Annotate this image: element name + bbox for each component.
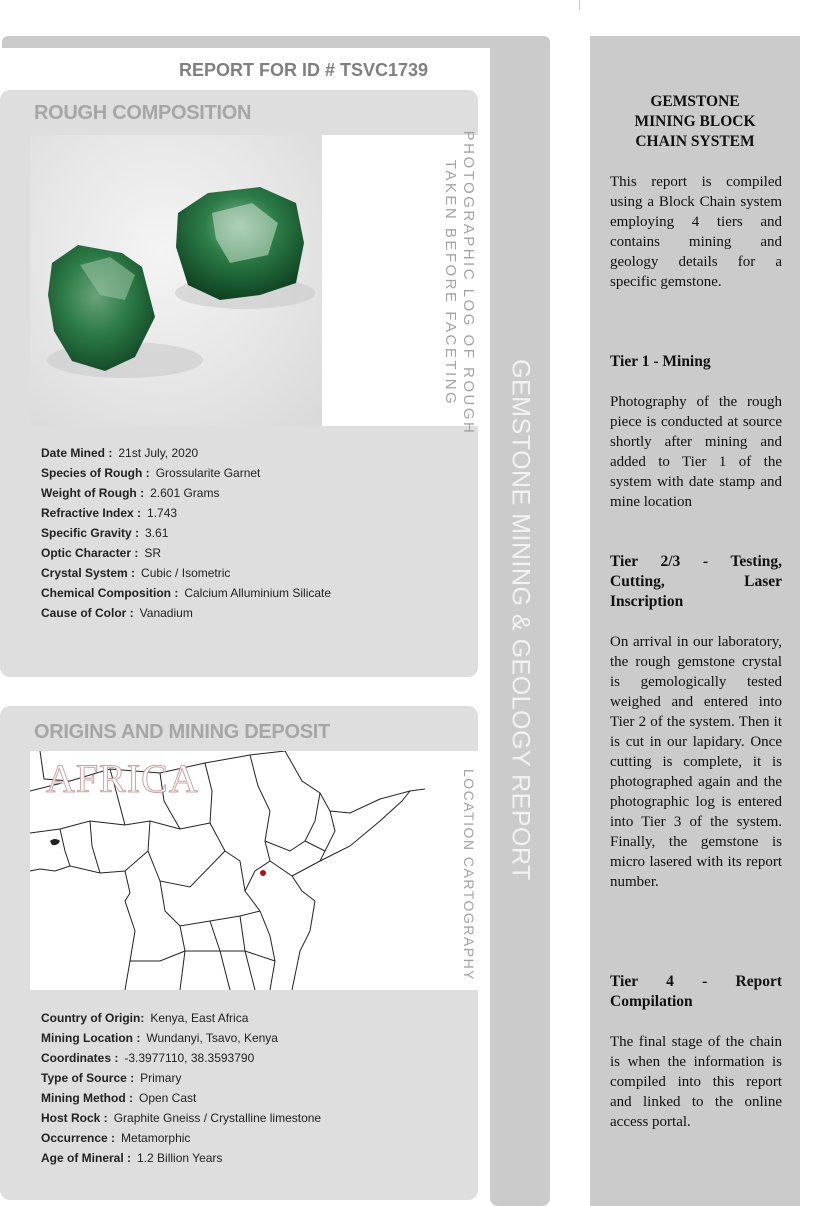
detail-row <box>41 483 331 503</box>
detail-label: Date Mined : <box>41 446 113 460</box>
detail-value: 21st July, 2020 <box>118 446 199 460</box>
sidebar-title-line: MINING BLOCK <box>634 113 756 130</box>
detail-value: 1.2 Billion Years <box>137 1151 223 1165</box>
detail-label: Coordinates : <box>41 1051 119 1065</box>
detail-label: Occurrence : <box>41 1131 116 1145</box>
detail-value: Metamorphic <box>121 1131 191 1145</box>
detail-label: Specific Gravity : <box>41 526 140 540</box>
tier1-heading: Tier 1 - Mining <box>610 353 711 370</box>
detail-value: Grossularite Garnet <box>155 466 261 480</box>
detail-row <box>41 563 331 583</box>
detail-value: Calcium Alluminium Silicate <box>184 586 332 600</box>
rough-details-list <box>41 443 331 623</box>
detail-row <box>41 543 331 563</box>
top-divider-tick <box>579 0 580 10</box>
detail-row <box>41 1048 321 1068</box>
rough-composition-title: ROUGH COMPOSITION <box>34 102 252 124</box>
detail-row <box>41 463 331 483</box>
africa-map <box>30 751 425 990</box>
detail-label: Crystal System : <box>41 566 136 580</box>
photo-caption <box>441 131 477 436</box>
detail-value: Vanadium <box>139 606 193 620</box>
detail-label: Age of Mineral : <box>41 1151 132 1165</box>
detail-value: 3.61 <box>145 526 169 540</box>
tier4-text: The final stage of the chain is when the information is compiled into this report and linked to the online access portal. <box>610 1034 782 1130</box>
rough-gemstone-photo <box>30 135 322 426</box>
detail-value: Kenya, East Africa <box>150 1011 249 1025</box>
detail-value: 2.601 Grams <box>150 486 220 500</box>
mine-location-pin <box>260 870 266 876</box>
gemstone-image <box>30 135 322 426</box>
detail-row <box>41 1148 321 1168</box>
photo-caption-line-2: TAKEN BEFORE FACETING <box>442 159 459 407</box>
detail-value: Wundanyi, Tsavo, Kenya <box>146 1031 278 1045</box>
detail-row <box>41 503 331 523</box>
sidebar-title-line: GEMSTONE <box>650 93 740 110</box>
report-id-heading: REPORT FOR ID # TSVC1739 <box>179 60 429 80</box>
detail-value: Primary <box>140 1071 182 1085</box>
map-region-label: AFRICA <box>46 756 199 801</box>
tier1-text: Photography of the rough piece is conducted at source shortly after mining and added to Tier 1 of the system with date stamp and mine location <box>610 394 782 510</box>
origins-title: ORIGINS AND MINING DEPOSIT <box>34 721 330 743</box>
detail-label: Mining Method : <box>41 1091 133 1105</box>
detail-label: Weight of Rough : <box>41 486 145 500</box>
sidebar-intro: This report is compiled using a Block Chain system employing 4 tiers and contains mining and geology details for a specific gemstone. <box>610 174 782 290</box>
detail-label: Mining Location : <box>41 1031 141 1045</box>
tier4-heading: Tier 4 - Report Compilation <box>610 973 782 1010</box>
detail-value: SR <box>144 546 162 560</box>
sidebar-title-line: CHAIN SYSTEM <box>635 133 755 150</box>
photo-caption-line-1: PHOTOGRAPHIC LOG OF ROUGH <box>460 130 477 436</box>
detail-label: Chemical Composition : <box>41 586 179 600</box>
tier23-text: On arrival in our laboratory, the rough gemstone crystal is gemologically tested weighed and entered into Tier 2 of the system. Then it is cut in our lapidary. Once cutting is complete, it is photographed again and the photographic log is entered into Tier 3 of the system. Finally, the gemstone is micro lasered with its report number. <box>610 634 782 890</box>
detail-row <box>41 1068 321 1088</box>
origins-details-list <box>41 1008 321 1168</box>
vertical-report-title: GEMSTONE MINING & GEOLOGY REPORT <box>506 359 535 881</box>
detail-value: Graphite Gneiss / Crystalline limestone <box>113 1111 322 1125</box>
detail-row <box>41 443 331 463</box>
detail-label: Refractive Index : <box>41 506 142 520</box>
detail-row <box>41 523 331 543</box>
detail-row <box>41 603 331 623</box>
detail-row <box>41 1028 321 1048</box>
detail-row <box>41 1088 321 1108</box>
map-caption: LOCATION CARTOGRAPHY <box>461 768 477 982</box>
detail-row <box>41 1128 321 1148</box>
detail-label: Cause of Color : <box>41 606 134 620</box>
detail-value: 1.743 <box>147 506 178 520</box>
detail-label: Host Rock : <box>41 1111 108 1125</box>
detail-label: Type of Source : <box>41 1071 135 1085</box>
tier23-heading: Tier 2/3 - Testing, Cutting, Laser Inscription <box>610 553 782 610</box>
detail-row <box>41 583 331 603</box>
detail-label: Species of Rough : <box>41 466 150 480</box>
detail-value: Open Cast <box>138 1091 197 1105</box>
detail-label: Optic Character : <box>41 546 139 560</box>
detail-row <box>41 1108 321 1128</box>
frame-top-bar <box>2 36 550 48</box>
detail-value: -3.3977110, 38.3593790 <box>124 1051 255 1065</box>
detail-label: Country of Origin: <box>41 1011 145 1025</box>
blockchain-info-sidebar <box>590 36 800 1206</box>
detail-row <box>41 1008 321 1028</box>
detail-value: Cubic / Isometric <box>141 566 231 580</box>
sidebar-title <box>590 92 800 152</box>
